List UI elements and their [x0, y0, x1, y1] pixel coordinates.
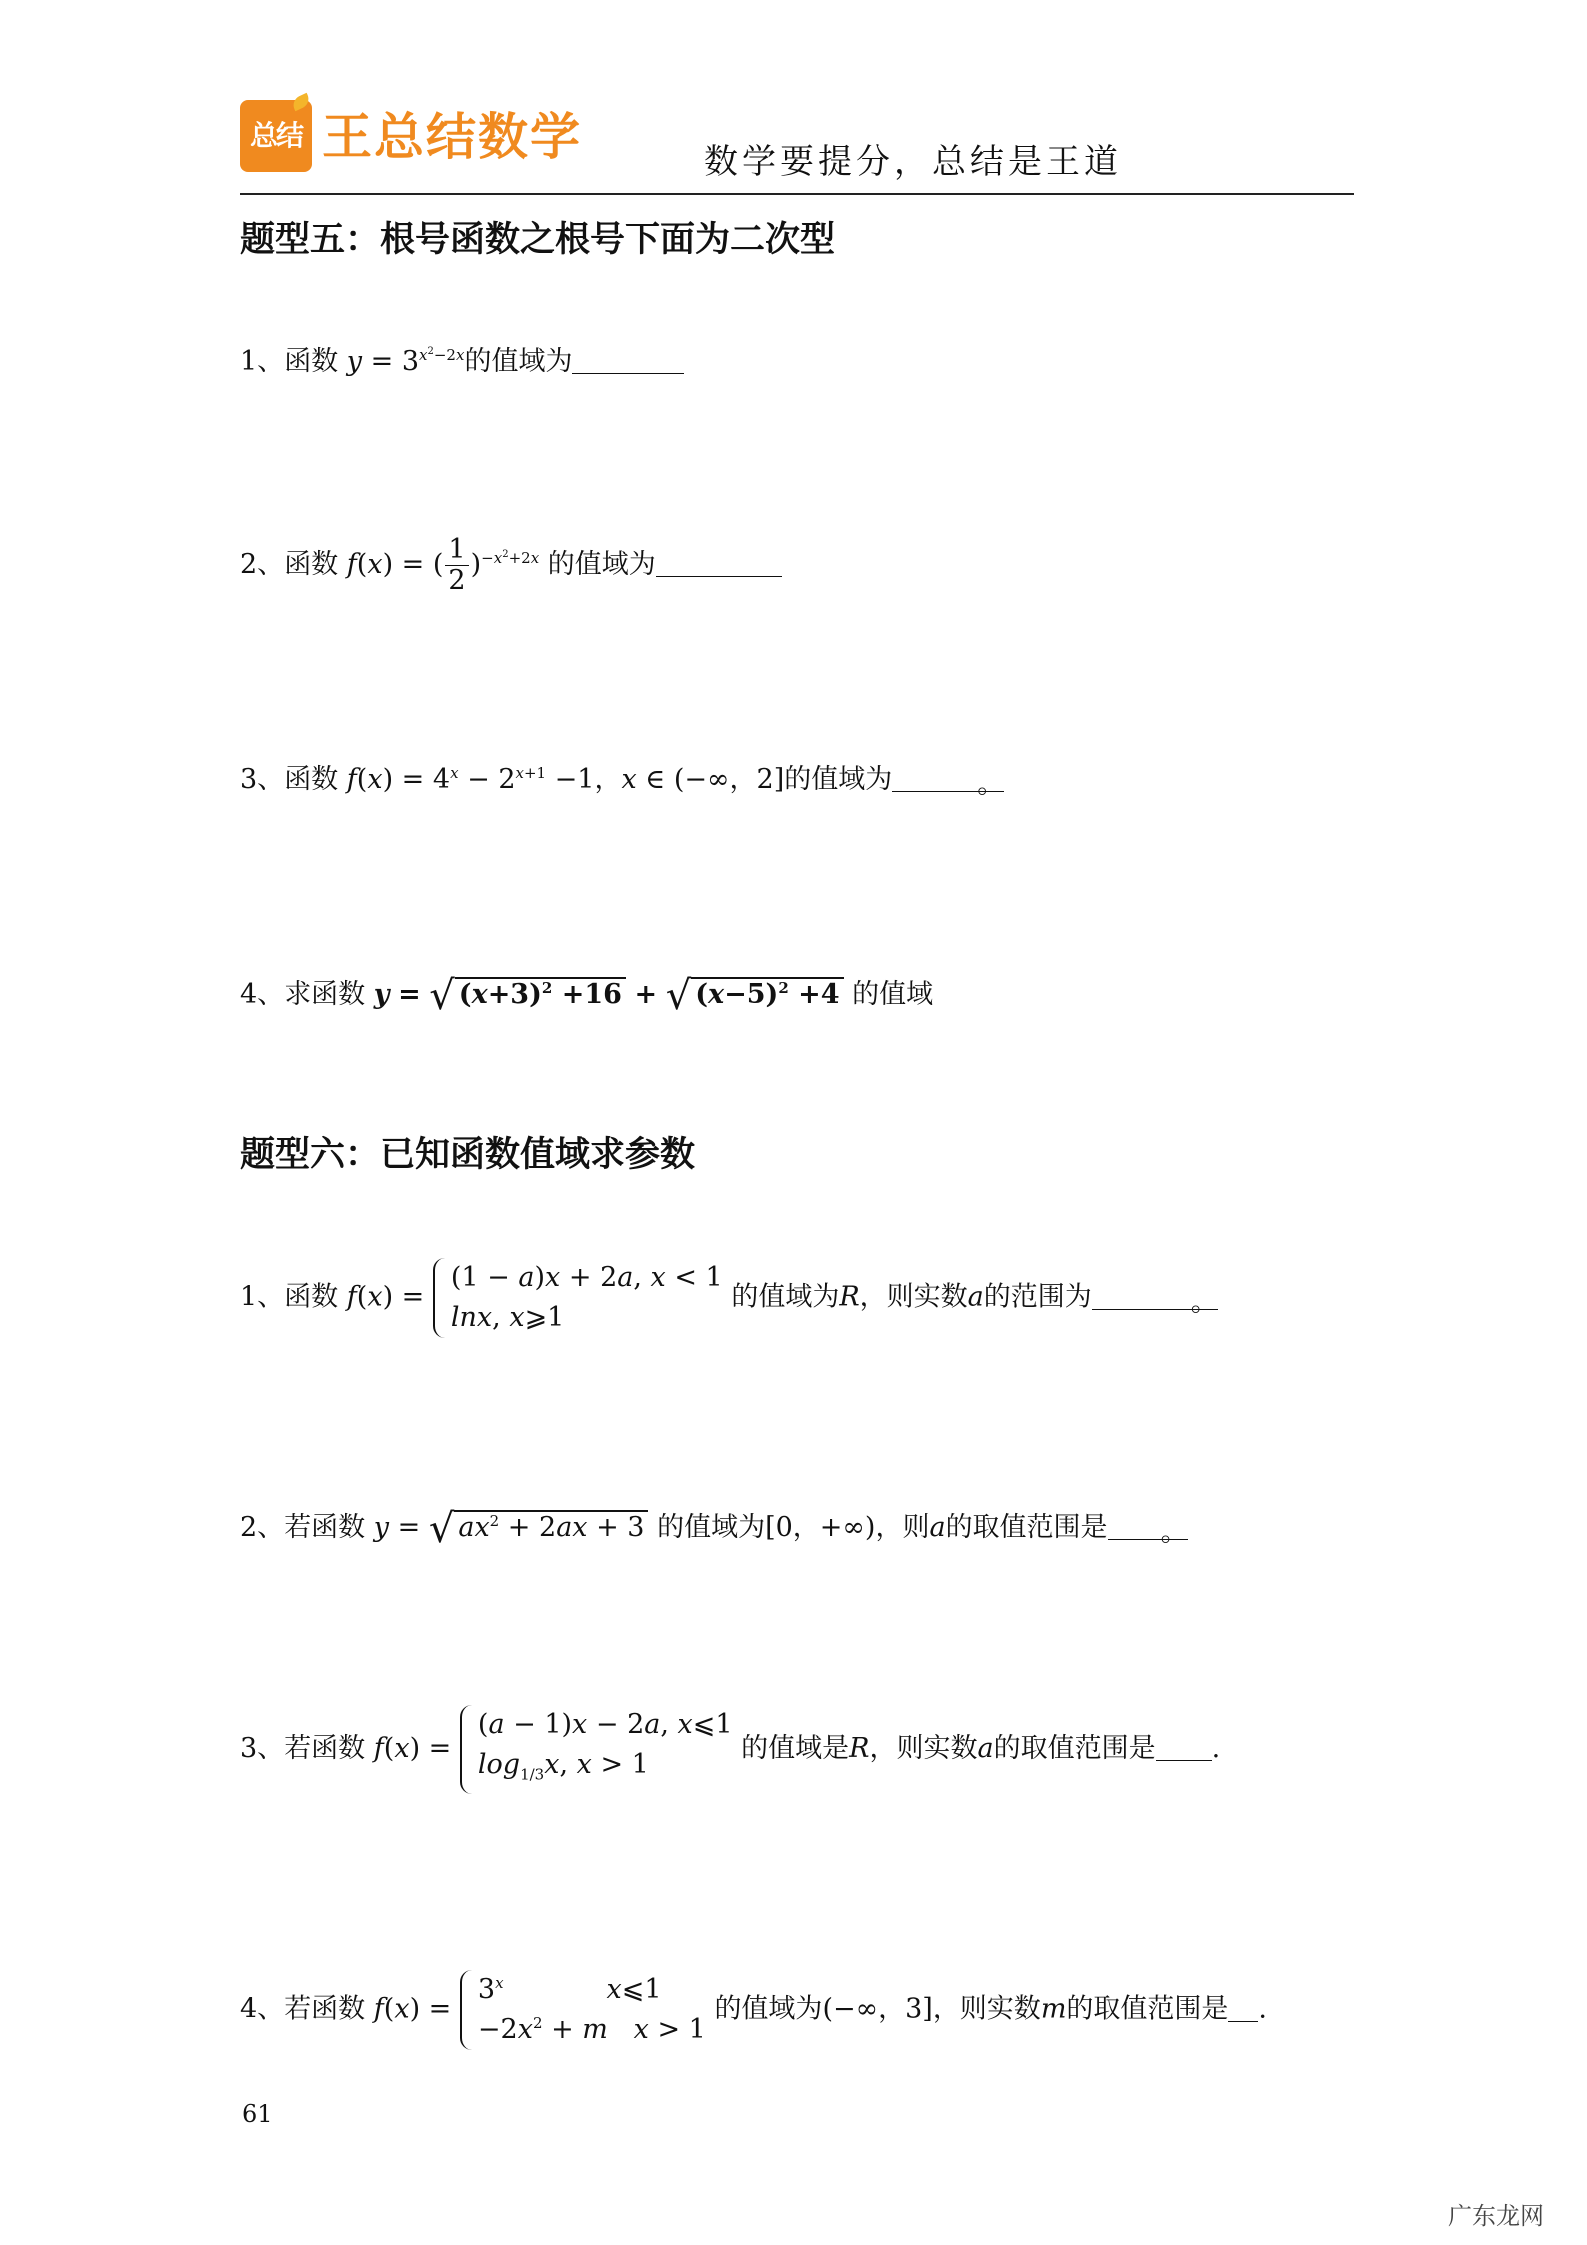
- question-6-2: 2、若函数 y = √ $ax^2 + 2ax + 3$ 的值域为[0，+∞)，则a的取值范围是 。: [240, 1506, 1188, 1552]
- answer-blank[interactable]: 。: [1092, 1283, 1218, 1310]
- header-divider: [240, 193, 1354, 195]
- question-6-4: 4、若函数 f(x) = 3$^x$ x⩽1 $-2x^2 + m$ x > 1 的值域为(−∞，3]，则实数m的取值范围是 .: [240, 1970, 1267, 2050]
- answer-blank[interactable]: 。: [1108, 1513, 1188, 1540]
- answer-blank[interactable]: [572, 347, 684, 374]
- section-title-5: 题型五：根号函数之根号下面为二次型: [240, 220, 836, 260]
- watermark: 广东龙网: [1448, 2202, 1544, 2230]
- answer-blank[interactable]: [656, 550, 782, 577]
- answer-blank[interactable]: [1228, 1995, 1258, 2022]
- answer-blank[interactable]: [1156, 1734, 1212, 1761]
- slogan: 数学要提分，总结是王道: [704, 142, 1122, 182]
- question-5-1: 1、函数 $y = 3^{x^2-2x}$的值域为: [240, 342, 684, 382]
- answer-blank[interactable]: 。: [892, 765, 1004, 792]
- question-5-4: 4、求函数 y = √ $(x+3)^2 +16$ + √ $(x-5)^2 +4$ 的值域: [240, 973, 934, 1019]
- logo-icon: 总结: [240, 100, 312, 172]
- question-6-3: 3、若函数 f(x) = (a − 1)x − 2a, x⩽1 $\log_{1/3}x$, x > 1 的值域是R，则实数a的取值范围是 .: [240, 1705, 1220, 1794]
- page-number: 61: [242, 2100, 273, 2128]
- brand-name: 王总结数学: [322, 108, 582, 166]
- question-5-3: 3、函数 $f(x) = 4^x - 2^{x+1} -1$，x ∈ (−∞，2]的值域为 。: [240, 764, 1005, 800]
- section-title-6: 题型六：已知函数值域求参数: [240, 1135, 696, 1175]
- question-5-2: 2、函数 f(x) = ( $\frac{1}{2}$ )$^{-x^2+2x}$ 的值域为: [240, 535, 782, 596]
- question-6-1: 1、函数 f(x) = (1 − a)x + 2a, x < 1 lnx, x⩾1 的值域为R，则实数a的范围为 。: [240, 1258, 1218, 1338]
